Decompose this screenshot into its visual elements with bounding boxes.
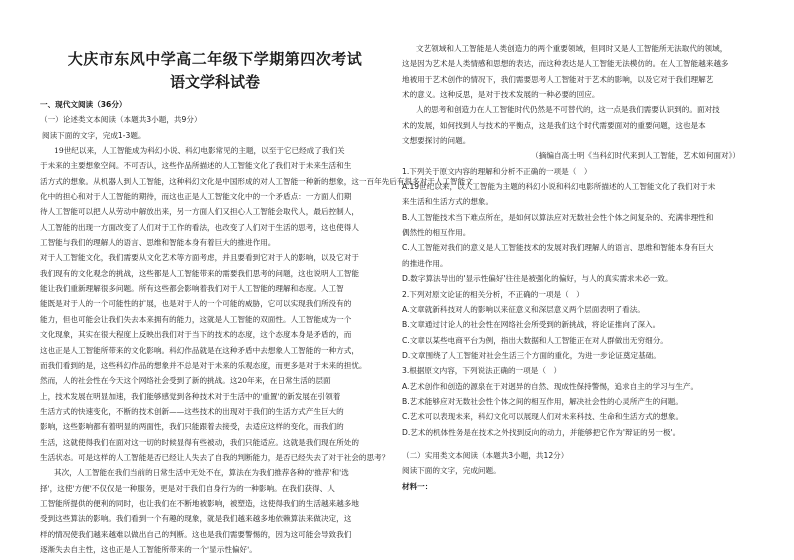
text-line: 这是因为艺术是人类情感和思想的表达，而这种表达是人工智能无法模仿的。在人工智能越来越多 <box>402 59 729 69</box>
text-line: 文艺领域和人工智能是人类创造力的两个重要领域，但同时又是人工智能所无法取代的领域， <box>416 44 728 53</box>
text-line: 而我们看到的是，这些科幻作品的想象并不总是对于未来的乐观态度，而更多是对于未来的担忧。 <box>40 360 367 370</box>
question-1-option-c <box>402 240 760 271</box>
text-line: 术的发展，如何找到人与技术的平衡点，这是我们这个时代需要面对的重要问题，这也是本 <box>402 120 706 130</box>
text-line: A.19世纪以来，以人工智能为主题的科幻小说和科幻电影所描述的人工智能文化了我们对于未 <box>402 182 716 192</box>
subsection-2-heading: （二）实用类文本阅读（本题共3小题，共12分） <box>402 450 569 460</box>
text-line: 活方式的想象。从机器人到人工智能，这种科幻文化是中国形成的对人工智能一种新的想象，这一百年先后有很多对于人工智能文 <box>40 176 473 186</box>
text-line: 的推进作用。 <box>402 258 448 268</box>
text-line: 工智能与我们的理解人的语言、思维和智能本身有着巨大的推进作用。 <box>40 238 276 248</box>
question-2-option-d: D.文章围绕了人工智能对社会生活三个方面的重化，为进一步论证奠定基础。 <box>402 350 661 360</box>
text-line: 人的思考和创造力在人工智能时代仍然是不可替代的，这一点是我们需要认识到的。面对技 <box>416 105 720 115</box>
text-line: 文想要探讨的问题。 <box>402 136 471 146</box>
question-2-option-a: A.文章就新科技对人的影响以来征意义和深层意义两个层面表明了看法。 <box>402 304 645 314</box>
question-2-option-b: B.文章通过讨论人的社会性在网络社会所受到的新挑战，将论证推向了深入。 <box>402 320 661 330</box>
right-passage <box>402 102 760 148</box>
text-line: 这也正是人工智能所带来的文化影响。科幻作品就是在这种矛盾中去想象人工智能的一种方式， <box>40 345 359 355</box>
text-line: 能既是对于人的一个可能性的扩展，也是对于人的一个可能的威胁，它可以实现我们所没有的 <box>40 299 352 309</box>
text-line: 上，技术发展在明显加速，我们能够感觉到各种技术对于生活中的'重置'的新发展在引领着 <box>40 391 341 401</box>
text-line: 19世纪以来，人工智能成为科幻小说、科幻电影常见的主题，以至于它已经成了我们关 <box>54 146 345 156</box>
spacer <box>402 440 760 448</box>
text-line: 生活，这就使得我们在面对这一切的时候显得有些被动，我们只能适应。这就是我们现在所处的 <box>40 437 359 447</box>
text-line: 逐渐失去自主性，这也正是人工智能所带来的一个'显示性偏好'。 <box>40 544 257 554</box>
text-line: 择'，这使'方便'不仅仅是一种服务，更是对于我们自身行为的一种影响。在我们获得、人 <box>40 483 335 493</box>
question-3: 3.根据原文内容，下列说法正确的一项是（ ） <box>402 366 562 376</box>
text-line: 生活状态。可是这样的人工智能是否已经让人失去了自我的判断能力，是否已经失去了对于社会的思考？ <box>40 452 390 462</box>
question-1-option-a <box>402 179 760 210</box>
instruction-2: 阅读下面的文字，完成问题。 <box>402 466 501 476</box>
text-line: 受到这些算法的影响。我们看到一个有趣的现象，就是我们越来越多地依赖算法来做决定，这 <box>40 514 352 524</box>
text-line: 对于人工智能文化，我们需要从文化艺术等方面考虑，并且要看到它对于人的影响，以及它对于 <box>40 253 359 263</box>
text-line: 待人工智能可以把人从劳动中解放出来，另一方面人们又担心人工智能会取代人，最后控制人， <box>40 207 359 217</box>
question-1: 1.下列关于原文内容的理解和分析不正确的一项是（ ） <box>402 166 592 176</box>
text-line: 术的意义。这种反思，是对于技术发展的一种必要的回应。 <box>402 90 600 100</box>
exam-title: 大庆市东风中学高二年级下学期第四次考试 <box>67 50 363 68</box>
material-label: 材料一： <box>402 481 433 491</box>
section-heading: 一、现代文阅读（36分） <box>40 100 127 109</box>
question-3-option-a: A.艺术创作和创造的源泉在于对迥异的自然、现成性保持警惕，追求自主的学习与生产。 <box>402 381 699 391</box>
text-line: 能力，但也可能会让我们失去本来拥有的能力，这就是人工智能的双面性。人工智能成为一个 <box>40 314 352 324</box>
question-2-option-c: C.文章以某些电商平台为例，指出大数据和人工智能正在对人群做出无穷细分。 <box>402 335 668 345</box>
text-line: 样的情况使我们越来越难以做出自己的判断。这也是我们需要警惕的，因为这可能会导致我们 <box>40 529 352 539</box>
instruction: 阅读下面的文字，完成1-3题。 <box>42 130 146 140</box>
text-line: 偶然性的相互作用。 <box>402 228 471 238</box>
question-3-option-b: B.艺术能够应对无数社会性个体之间的相互作用，解决社会性的心灵所产生的问题。 <box>402 396 683 406</box>
text-line: 我们现有的文化观念的挑战，这些都是人工智能带来的需要我们思考的问题，这也说明人工智能 <box>40 268 359 278</box>
text-line: 化中的担心和对于人工智能的期待，而这也正是人工智能文化中的一个矛盾点：一方面人们期 <box>40 192 352 202</box>
exam-subtitle: 语文学科试卷 <box>169 73 260 91</box>
text-line: 文化现象，其实在很大程度上反映出我们对于当下的技术的态度，这个态度本身是矛盾的，而 <box>40 330 352 340</box>
source-citation: （摘编自高士明《当科幻时代来到人工智能，艺术如何面对》） <box>531 151 740 161</box>
text-line: 能让我们重新理解很多问题。所有这些都会影响着我们对于人工智能的理解和态度。人工智 <box>40 284 344 294</box>
question-3-option-d: D.艺术的机体性务是在技术之外找到反向的动力，并能够把它作为'辩证的另一极'。 <box>402 427 681 437</box>
text-line: 地被用于艺术创作的情况下，我们需要思考人工智能对于艺术的影响，以及它对于我们理解艺 <box>402 74 714 84</box>
question-3-option-c: C.艺术可以表现未来，科幻文化可以展现人们对未来科技、生命和生活方式的想象。 <box>402 412 684 422</box>
text-line: C.人工智能对我们的意义是人工智能技术的发展对我们理解人的语言、思维和智能本身有巨大 <box>402 243 714 253</box>
text-line: 于未来的主要想象空间。不可否认，这些作品所描述的人工智能文化了我们对于未来生活和生 <box>40 161 352 171</box>
text-line: 人工智能的出现一方面改变了人们对于工作的看法，也改变了人们对于生活的思考，这也使得人 <box>40 222 359 232</box>
text-line: 其次，人工智能在我们当前的日常生活中无处不在，算法在为我们推荐各种的'推荐'和'选 <box>54 468 349 478</box>
question-2: 2.下列对原文论证的相关分析，不正确的一项是（ ） <box>402 289 584 299</box>
text-line: 然而，人的社会性在今天这个网络社会受到了新的挑战。这20年来，在日常生活的层面 <box>40 376 331 386</box>
question-1-option-b <box>402 210 760 241</box>
right-passage-intro <box>402 41 760 102</box>
text-line: B.人工智能技术当下难点所在，是如何以算法应对无数社会性个体之间复杂的、充满非理性和 <box>402 212 714 222</box>
subsection-heading: （一）论述类文本阅读（本题共3小题，共9分） <box>40 115 202 125</box>
right-column <box>402 41 760 494</box>
text-line: 工智能所提供的便利的同时，也让我们在不断地被影响，被塑造，这使得我们的生活越来越多地 <box>40 498 359 508</box>
text-line: 影响，这些影响都有着明显的两面性，我们只能跟着去接受，去适应这样的变化，而我们的 <box>40 422 344 432</box>
text-line: 生活方式的快速变化，不断的技术创新——这些技术的出现对于我们的生活方式产生巨大的 <box>40 406 344 416</box>
text-line: 来生活和生活方式的想象。 <box>402 197 494 207</box>
question-1-option-d: D.数字算法导出的'显示性偏好'往往是被强化的偏好，与人的真实需求未必一致。 <box>402 274 673 284</box>
